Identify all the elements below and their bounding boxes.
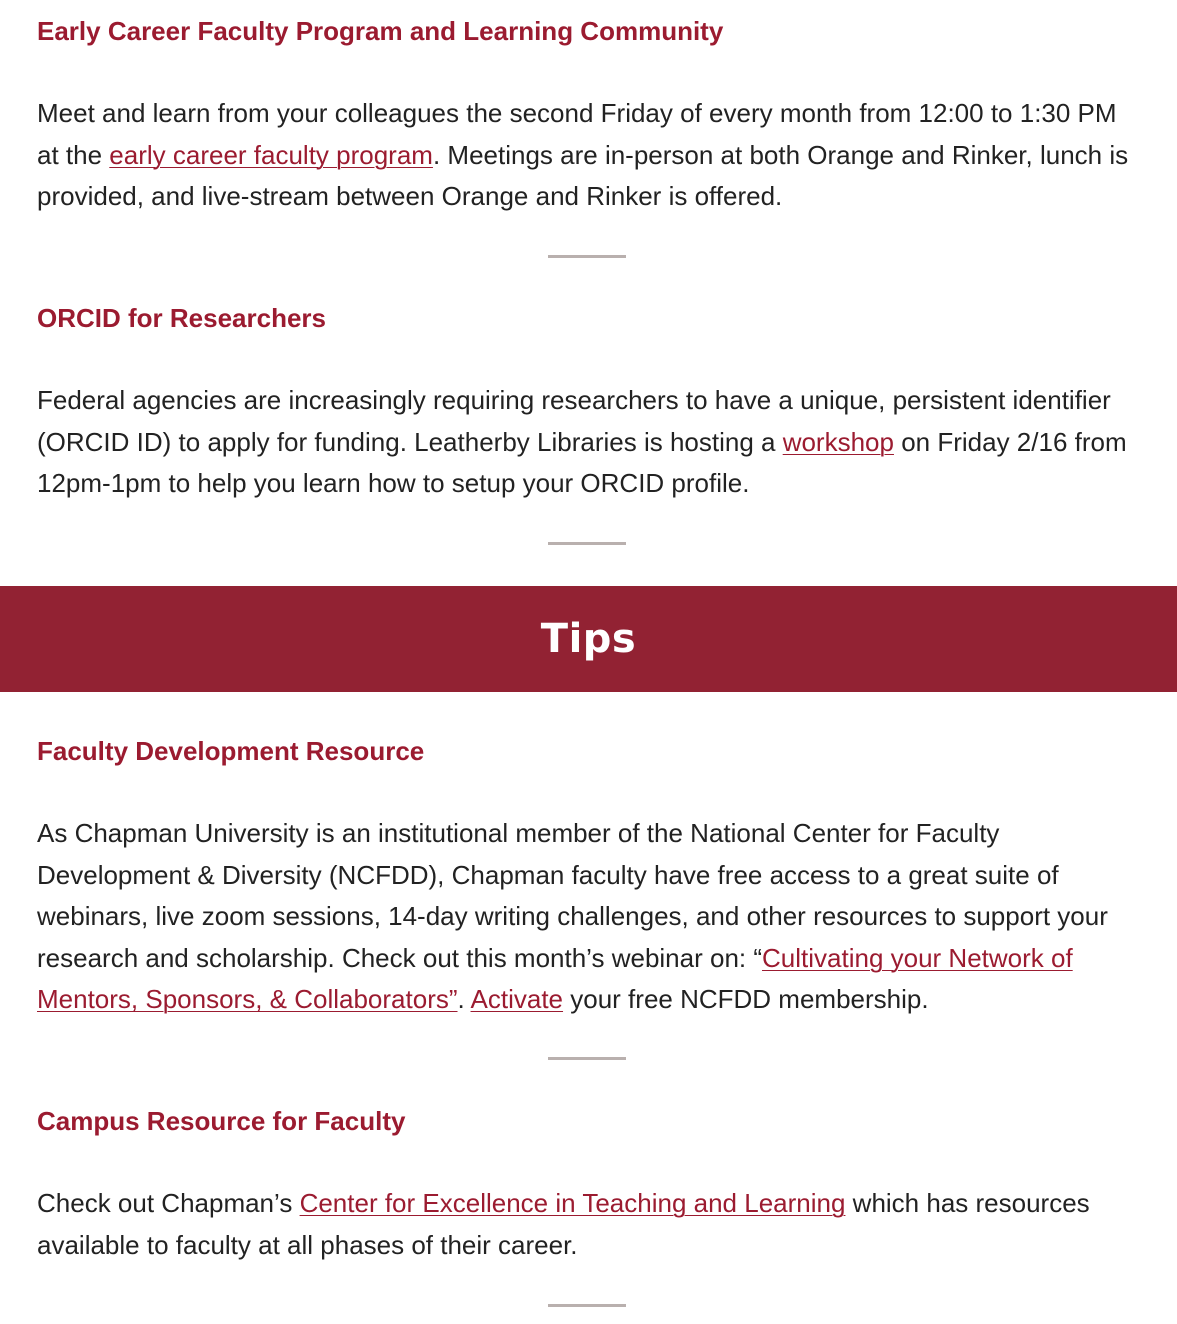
section-heading: Early Career Faculty Program and Learning Community (37, 16, 724, 46)
banner-title: Tips (540, 616, 637, 662)
section-heading: Faculty Development Resource (37, 736, 425, 766)
section-heading: Campus Resource for Faculty (37, 1106, 406, 1136)
body-text: . (457, 984, 471, 1014)
activate-link[interactable]: Activate (470, 984, 564, 1014)
body-text: your free NCFDD membership. (563, 984, 929, 1014)
section-body (37, 380, 1140, 505)
section-body (37, 813, 1140, 1021)
body-text: which has resources available to faculty at all phases of their career. (37, 1188, 1090, 1260)
section-body (37, 93, 1140, 218)
section-orcid (0, 301, 1177, 505)
section-campus-resource (0, 1104, 1177, 1266)
body-text: Meet and learn from your colleagues the second Friday of every month from 12:00 to 1:30 PM at the (37, 98, 1117, 170)
body-text: . Meetings are in-person at both Orange and Rinker, lunch is provided, and live-stream between Orange and Rinker is offered. (37, 139, 1129, 211)
section-divider (548, 1057, 626, 1060)
body-text: on Friday 2/16 from 12pm-1pm to help you learn how to setup your ORCID profile. (37, 426, 1127, 498)
section-faculty-development (0, 734, 1177, 1021)
webinar-link[interactable]: Cultivating your Network of Mentors, Sponsors, & Collaborators” (37, 942, 1073, 1014)
body-text: Check out Chapman’s (37, 1188, 300, 1218)
cetl-link[interactable]: Center for Excellence in Teaching and Learning (299, 1188, 846, 1218)
section-divider (548, 542, 626, 545)
body-text: Federal agencies are increasingly requiring researchers to have a unique, persistent identifier (ORCID ID) to apply for funding. Leatherby Libraries is hosting a (37, 385, 1111, 457)
body-text: As Chapman University is an institutional member of the National Center for Faculty Development & Diversity (NCFDD), Chapman faculty have free access to a great suite of webinars, live zoom sessions, 14-day writing challenges, and other resources to support your research and scholarship. Check out this month’s webinar on: “ (37, 818, 1108, 973)
workshop-link[interactable]: workshop (782, 426, 894, 457)
section-early-career (0, 14, 1177, 218)
tips-banner (0, 586, 1177, 692)
early-career-program-link[interactable]: early career faculty program (109, 139, 433, 170)
section-heading: ORCID for Researchers (37, 303, 326, 333)
section-divider (548, 1304, 626, 1307)
section-body (37, 1183, 1140, 1266)
section-divider (548, 255, 626, 258)
